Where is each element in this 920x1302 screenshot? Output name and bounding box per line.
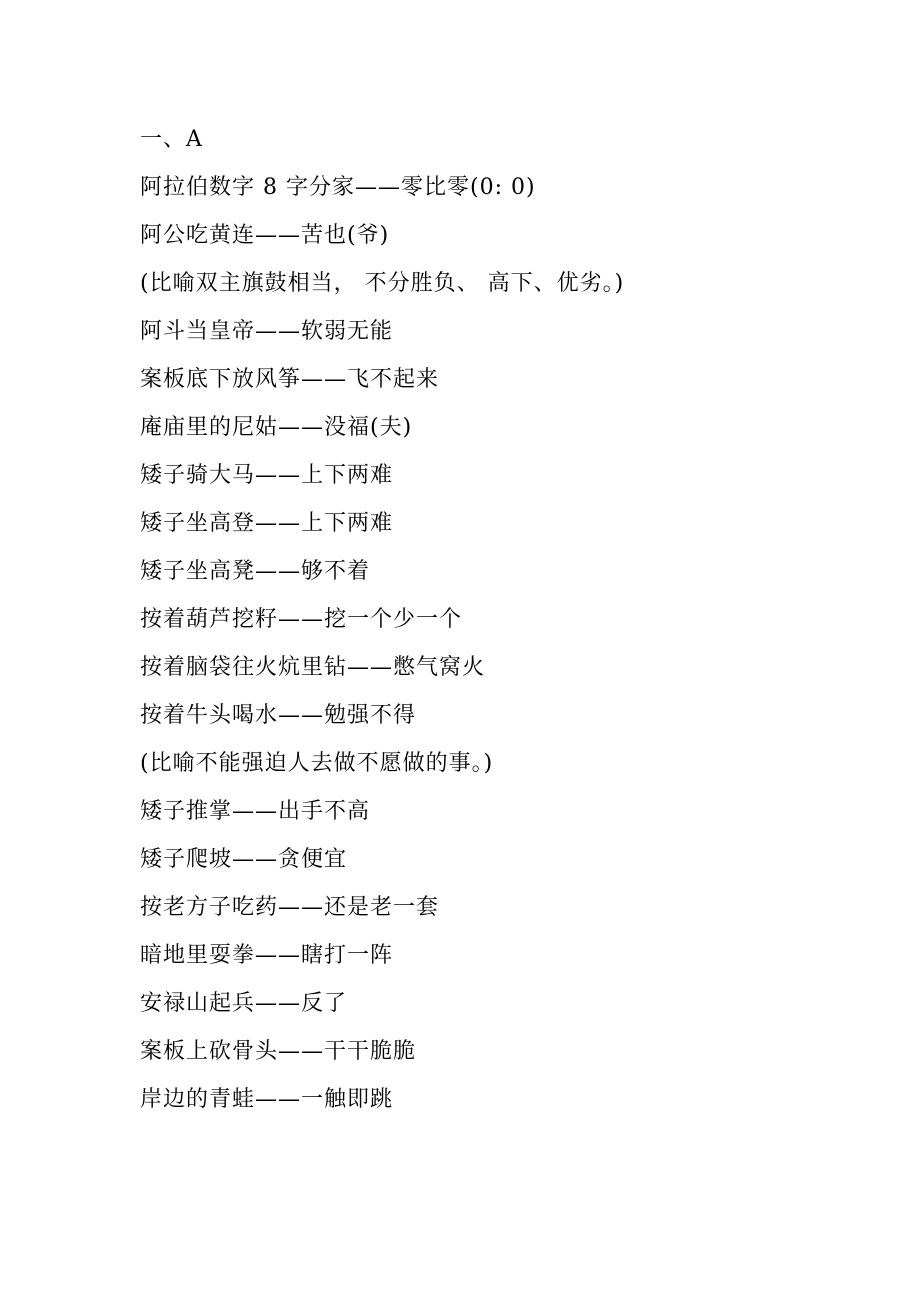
text-line: 阿公吃黄连——苦也(爷)	[140, 223, 390, 248]
text-line: 安禄山起兵——反了	[140, 991, 348, 1016]
document-body	[140, 116, 860, 1124]
text-line: 案板底下放风筝——飞不起来	[140, 367, 440, 392]
text-line: 按着葫芦挖籽——挖一个少一个	[140, 607, 463, 632]
text-line: 按着牛头喝水——勉强不得	[140, 703, 417, 728]
text-line: 暗地里耍拳——瞎打一阵	[140, 943, 394, 968]
text-line: 矮子爬坡——贪便宜	[140, 847, 348, 872]
text-line: (比喻不能强迫人去做不愿做的事。)	[140, 751, 494, 776]
text-line: 矮子骑大马——上下两难	[140, 463, 394, 488]
text-line: 按着脑袋往火炕里钻——憋气窝火	[140, 655, 486, 680]
text-line: 庵庙里的尼姑——没福(夫)	[140, 415, 413, 440]
text-line: 岸边的青蛙——一触即跳	[140, 1087, 394, 1112]
text-line: 矮子坐高凳——够不着	[140, 559, 371, 584]
section-heading: 一、A	[140, 127, 203, 152]
text-line: 矮子坐高登——上下两难	[140, 511, 394, 536]
text-line: 按老方子吃药——还是老一套	[140, 895, 440, 920]
text-line: (比喻双主旗鼓相当， 不分胜负、 高下、优劣。)	[140, 271, 625, 296]
text-line: 阿拉伯数字 8 字分家——零比零(0: 0)	[140, 175, 536, 200]
text-line: 案板上砍骨头——干干脆脆	[140, 1039, 417, 1064]
text-line: 矮子推掌——出手不高	[140, 799, 371, 824]
text-line: 阿斗当皇帝——软弱无能	[140, 319, 394, 344]
